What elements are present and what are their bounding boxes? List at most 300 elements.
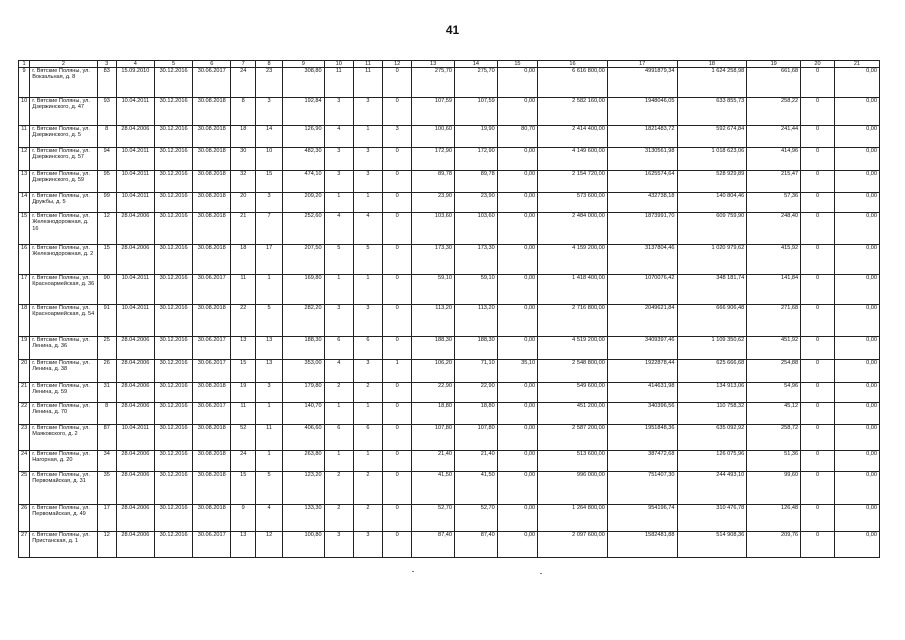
- cell-flats-municipal: 2: [353, 472, 382, 505]
- cell-date-recognized: 10.04.2011: [116, 275, 154, 305]
- cell-total-cost: 2 716 800,00: [538, 305, 608, 337]
- cell-total-area: 192,84: [283, 98, 325, 126]
- column-header: 5: [154, 61, 192, 68]
- cell-area-municipal: 41,50: [455, 472, 498, 505]
- cell-residents-count: 21: [231, 213, 256, 245]
- cell-extra-flats: 0: [801, 148, 835, 171]
- cell-regional-funds: 387472,68: [607, 451, 677, 472]
- cell-area-private: 0,00: [497, 148, 537, 171]
- cell-flats-municipal: 3: [353, 532, 382, 558]
- cell-regional-funds: 1873991,70: [607, 213, 677, 245]
- cell-households-count: 12: [256, 532, 283, 558]
- column-header: 20: [801, 61, 835, 68]
- cell-address: г. Вятские Поляны, ул. Первомайская, д. 31: [30, 472, 97, 505]
- cell-area-total: 87,40: [412, 532, 455, 558]
- cell-local-funds: 666 906,48: [677, 305, 747, 337]
- cell-regional-funds: 3409397,46: [607, 337, 677, 360]
- cell-date-planned: 30.12.2016: [154, 360, 192, 383]
- cell-flats-total: 2: [324, 383, 353, 403]
- cell-date-deadline: 30.08.2018: [193, 213, 231, 245]
- cell-area-private: 0,00: [497, 505, 537, 532]
- cell-total-cost: 6 616 800,00: [538, 68, 608, 98]
- cell-extra-cost: 0,00: [834, 383, 879, 403]
- cell-flats-municipal: 3: [353, 305, 382, 337]
- cell-residents-count: 19: [231, 383, 256, 403]
- cell-residents-count: 15: [231, 472, 256, 505]
- cell-area-total: 103,60: [412, 213, 455, 245]
- cell-row-number: 12: [19, 148, 30, 171]
- cell-residents-count: 13: [231, 337, 256, 360]
- cell-flats-total: 1: [324, 275, 353, 305]
- cell-flats-private: 3: [383, 126, 412, 148]
- cell-flats-municipal: 1: [353, 126, 382, 148]
- cell-local-funds: 1 018 623,06: [677, 148, 747, 171]
- cell-other-funds: 414,96: [747, 148, 801, 171]
- cell-other-funds: 99,60: [747, 472, 801, 505]
- cell-local-funds: 110 758,32: [677, 403, 747, 425]
- cell-total-area: 474,10: [283, 171, 325, 193]
- cell-extra-cost: 0,00: [834, 305, 879, 337]
- cell-flats-private: 0: [383, 98, 412, 126]
- cell-date-recognized: 28.04.2006: [116, 532, 154, 558]
- cell-house-id: 12: [97, 213, 116, 245]
- cell-households-count: 15: [256, 171, 283, 193]
- cell-row-number: 21: [19, 383, 30, 403]
- cell-households-count: 10: [256, 148, 283, 171]
- cell-area-total: 107,80: [412, 425, 455, 451]
- cell-date-planned: 30.12.2016: [154, 505, 192, 532]
- cell-regional-funds: 1948046,05: [607, 98, 677, 126]
- cell-date-deadline: 30.08.2018: [193, 148, 231, 171]
- cell-address: г. Вятские Поляны, ул. Ленина, д. 70: [30, 403, 97, 425]
- cell-address: г. Вятские Поляны, ул. Пристанская, д. 1: [30, 532, 97, 558]
- cell-households-count: 5: [256, 305, 283, 337]
- cell-regional-funds: 1625574,64: [607, 171, 677, 193]
- cell-local-funds: 126 075,96: [677, 451, 747, 472]
- cell-flats-private: 0: [383, 305, 412, 337]
- cell-other-funds: 54,96: [747, 383, 801, 403]
- cell-residents-count: 11: [231, 275, 256, 305]
- cell-area-private: 0,00: [497, 171, 537, 193]
- cell-regional-funds: 751407,30: [607, 472, 677, 505]
- cell-extra-flats: 0: [801, 505, 835, 532]
- cell-house-id: 26: [97, 360, 116, 383]
- column-header: 14: [455, 61, 498, 68]
- cell-house-id: 99: [97, 193, 116, 213]
- cell-total-cost: 2 484 000,00: [538, 213, 608, 245]
- cell-date-deadline: 30.08.2018: [193, 98, 231, 126]
- cell-residents-count: 13: [231, 532, 256, 558]
- cell-flats-private: 0: [383, 532, 412, 558]
- cell-flats-private: 0: [383, 451, 412, 472]
- cell-date-recognized: 28.04.2006: [116, 383, 154, 403]
- cell-date-deadline: 30.08.2018: [193, 472, 231, 505]
- cell-total-area: 179,80: [283, 383, 325, 403]
- cell-extra-cost: 0,00: [834, 68, 879, 98]
- cell-residents-count: 24: [231, 68, 256, 98]
- cell-flats-total: 5: [324, 245, 353, 275]
- cell-house-id: 95: [97, 171, 116, 193]
- cell-flats-municipal: 1: [353, 193, 382, 213]
- cell-area-total: 100,60: [412, 126, 455, 148]
- cell-other-funds: 215,47: [747, 171, 801, 193]
- cell-flats-private: 0: [383, 68, 412, 98]
- column-header: 19: [747, 61, 801, 68]
- cell-total-area: 282,20: [283, 305, 325, 337]
- cell-area-total: 173,30: [412, 245, 455, 275]
- cell-date-deadline: 30.08.2018: [193, 305, 231, 337]
- cell-date-deadline: 30.06.2017: [193, 275, 231, 305]
- cell-area-private: 0,00: [497, 305, 537, 337]
- cell-total-cost: 1 418 400,00: [538, 275, 608, 305]
- column-header: 10: [324, 61, 353, 68]
- cell-households-count: 17: [256, 245, 283, 275]
- cell-local-funds: 514 908,36: [677, 532, 747, 558]
- cell-flats-private: 0: [383, 245, 412, 275]
- cell-flats-private: 0: [383, 213, 412, 245]
- cell-house-id: 35: [97, 472, 116, 505]
- cell-area-municipal: 21,40: [455, 451, 498, 472]
- cell-area-municipal: 52,70: [455, 505, 498, 532]
- cell-house-id: 31: [97, 383, 116, 403]
- cell-address: г. Вятские Поляны, ул. Первомайская, д. 49: [30, 505, 97, 532]
- cell-total-area: 207,50: [283, 245, 325, 275]
- cell-date-planned: 30.12.2016: [154, 213, 192, 245]
- cell-extra-flats: 0: [801, 275, 835, 305]
- cell-address: г. Вятские Поляны, ул. Дзержинского, д. 57: [30, 148, 97, 171]
- cell-households-count: 3: [256, 383, 283, 403]
- cell-local-funds: 528 929,89: [677, 171, 747, 193]
- cell-regional-funds: 4991879,34: [607, 68, 677, 98]
- cell-flats-total: 3: [324, 171, 353, 193]
- cell-date-planned: 30.12.2016: [154, 532, 192, 558]
- cell-residents-count: 30: [231, 148, 256, 171]
- cell-total-area: 169,80: [283, 275, 325, 305]
- cell-flats-total: 1: [324, 451, 353, 472]
- cell-total-area: 406,60: [283, 425, 325, 451]
- cell-row-number: 20: [19, 360, 30, 383]
- cell-date-deadline: 30.06.2017: [193, 403, 231, 425]
- cell-extra-flats: 0: [801, 472, 835, 505]
- cell-total-cost: 2 097 600,00: [538, 532, 608, 558]
- cell-date-recognized: 10.04.2011: [116, 98, 154, 126]
- cell-date-deadline: 30.06.2017: [193, 337, 231, 360]
- cell-flats-total: 2: [324, 472, 353, 505]
- table-row: [19, 337, 880, 360]
- cell-date-recognized: 10.04.2011: [116, 305, 154, 337]
- cell-regional-funds: 954196,74: [607, 505, 677, 532]
- cell-extra-flats: 0: [801, 360, 835, 383]
- table-row: [19, 193, 880, 213]
- cell-area-municipal: 19,90: [455, 126, 498, 148]
- cell-total-cost: 996 000,00: [538, 472, 608, 505]
- cell-regional-funds: 3130561,98: [607, 148, 677, 171]
- cell-area-municipal: 87,40: [455, 532, 498, 558]
- cell-flats-total: 4: [324, 360, 353, 383]
- cell-date-deadline: 30.08.2018: [193, 193, 231, 213]
- cell-area-municipal: 18,80: [455, 403, 498, 425]
- cell-date-recognized: 28.04.2006: [116, 245, 154, 275]
- cell-house-id: 8: [97, 403, 116, 425]
- cell-address: г. Вятские Поляны, ул. Красноармейская, д. 36: [30, 275, 97, 305]
- cell-total-cost: 4 519 200,00: [538, 337, 608, 360]
- cell-house-id: 12: [97, 532, 116, 558]
- cell-date-planned: 30.12.2016: [154, 126, 192, 148]
- cell-area-total: 41,50: [412, 472, 455, 505]
- cell-extra-cost: 0,00: [834, 337, 879, 360]
- cell-residents-count: 15: [231, 360, 256, 383]
- cell-flats-total: 3: [324, 305, 353, 337]
- cell-house-id: 34: [97, 451, 116, 472]
- cell-date-planned: 30.12.2016: [154, 383, 192, 403]
- cell-total-area: 126,90: [283, 126, 325, 148]
- cell-total-area: 353,00: [283, 360, 325, 383]
- cell-row-number: 27: [19, 532, 30, 558]
- cell-date-recognized: 28.04.2006: [116, 360, 154, 383]
- cell-house-id: 15: [97, 245, 116, 275]
- table-row: [19, 126, 880, 148]
- cell-households-count: 3: [256, 98, 283, 126]
- cell-regional-funds: 340396,56: [607, 403, 677, 425]
- cell-row-number: 17: [19, 275, 30, 305]
- cell-extra-flats: 0: [801, 171, 835, 193]
- cell-flats-municipal: 3: [353, 148, 382, 171]
- cell-regional-funds: 432738,18: [607, 193, 677, 213]
- cell-local-funds: 244 493,10: [677, 472, 747, 505]
- cell-date-planned: 30.12.2016: [154, 245, 192, 275]
- cell-area-private: 0,00: [497, 532, 537, 558]
- cell-other-funds: 209,76: [747, 532, 801, 558]
- cell-regional-funds: 414631,98: [607, 383, 677, 403]
- cell-other-funds: 415,92: [747, 245, 801, 275]
- cell-total-area: 263,80: [283, 451, 325, 472]
- cell-extra-cost: 0,00: [834, 403, 879, 425]
- cell-regional-funds: 1922878,44: [607, 360, 677, 383]
- cell-flats-total: 4: [324, 213, 353, 245]
- cell-total-cost: 1 264 800,00: [538, 505, 608, 532]
- cell-total-cost: 4 159 200,00: [538, 245, 608, 275]
- cell-regional-funds: 1951848,36: [607, 425, 677, 451]
- column-header: 9: [283, 61, 325, 68]
- cell-extra-flats: 0: [801, 126, 835, 148]
- cell-local-funds: 1 624 258,98: [677, 68, 747, 98]
- cell-flats-total: 6: [324, 425, 353, 451]
- cell-households-count: 14: [256, 126, 283, 148]
- cell-flats-municipal: 3: [353, 360, 382, 383]
- cell-residents-count: 24: [231, 451, 256, 472]
- cell-local-funds: 592 674,84: [677, 126, 747, 148]
- cell-extra-flats: 0: [801, 98, 835, 126]
- cell-flats-private: 0: [383, 383, 412, 403]
- column-number-row: [19, 61, 880, 68]
- table-row: [19, 532, 880, 558]
- cell-date-deadline: 30.06.2017: [193, 68, 231, 98]
- cell-local-funds: 625 666,68: [677, 360, 747, 383]
- cell-total-cost: 2 414 400,00: [538, 126, 608, 148]
- column-header: 15: [497, 61, 537, 68]
- cell-area-private: 80,70: [497, 126, 537, 148]
- cell-address: г. Вятские Поляны, ул. Красноармейская, д. 54: [30, 305, 97, 337]
- cell-residents-count: 22: [231, 305, 256, 337]
- cell-flats-private: 0: [383, 472, 412, 505]
- cell-row-number: 24: [19, 451, 30, 472]
- cell-date-deadline: 30.08.2018: [193, 505, 231, 532]
- cell-extra-flats: 0: [801, 337, 835, 360]
- cell-regional-funds: 2049621,84: [607, 305, 677, 337]
- cell-households-count: 5: [256, 472, 283, 505]
- table-row: [19, 213, 880, 245]
- cell-total-cost: 451 200,00: [538, 403, 608, 425]
- cell-flats-municipal: 1: [353, 275, 382, 305]
- cell-date-planned: 30.12.2016: [154, 305, 192, 337]
- table-row: [19, 403, 880, 425]
- cell-date-planned: 30.12.2016: [154, 171, 192, 193]
- cell-row-number: 10: [19, 98, 30, 126]
- cell-area-total: 107,59: [412, 98, 455, 126]
- cell-date-recognized: 28.04.2006: [116, 213, 154, 245]
- cell-households-count: 13: [256, 360, 283, 383]
- table-row: [19, 472, 880, 505]
- cell-households-count: 23: [256, 68, 283, 98]
- cell-local-funds: 140 804,46: [677, 193, 747, 213]
- table-row: [19, 275, 880, 305]
- cell-row-number: 11: [19, 126, 30, 148]
- column-header: 13: [412, 61, 455, 68]
- cell-date-recognized: 28.04.2006: [116, 403, 154, 425]
- column-header: 6: [193, 61, 231, 68]
- cell-extra-cost: 0,00: [834, 98, 879, 126]
- cell-area-private: 0,00: [497, 98, 537, 126]
- cell-area-municipal: 275,70: [455, 68, 498, 98]
- page-number: 41: [445, 23, 460, 37]
- cell-total-cost: 2 582 160,00: [538, 98, 608, 126]
- cell-address: г. Вятские Поляны, ул. Дружбы, д. 5: [30, 193, 97, 213]
- cell-area-private: 0,00: [497, 425, 537, 451]
- cell-row-number: 19: [19, 337, 30, 360]
- cell-house-id: 93: [97, 98, 116, 126]
- cell-date-planned: 30.12.2016: [154, 193, 192, 213]
- cell-date-deadline: 30.08.2018: [193, 383, 231, 403]
- cell-total-cost: 573 600,00: [538, 193, 608, 213]
- cell-date-recognized: 10.04.2011: [116, 193, 154, 213]
- cell-address: г. Вятские Поляны, ул. Вокзальная, д. 8: [30, 68, 97, 98]
- cell-area-municipal: 103,60: [455, 213, 498, 245]
- cell-extra-cost: 0,00: [834, 245, 879, 275]
- cell-total-area: 140,70: [283, 403, 325, 425]
- cell-area-total: 188,30: [412, 337, 455, 360]
- column-header: 18: [677, 61, 747, 68]
- cell-flats-total: 3: [324, 148, 353, 171]
- cell-flats-total: 2: [324, 505, 353, 532]
- cell-households-count: 1: [256, 451, 283, 472]
- cell-row-number: 13: [19, 171, 30, 193]
- column-header: 3: [97, 61, 116, 68]
- cell-area-private: 0,00: [497, 337, 537, 360]
- cell-total-cost: 2 154 720,00: [538, 171, 608, 193]
- cell-other-funds: 451,92: [747, 337, 801, 360]
- cell-extra-cost: 0,00: [834, 505, 879, 532]
- cell-row-number: 23: [19, 425, 30, 451]
- cell-address: г. Вятские Поляны, ул. Нагорная, д. 20: [30, 451, 97, 472]
- cell-residents-count: 52: [231, 425, 256, 451]
- cell-area-total: 106,20: [412, 360, 455, 383]
- cell-extra-flats: 0: [801, 425, 835, 451]
- cell-extra-cost: 0,00: [834, 193, 879, 213]
- cell-other-funds: 141,84: [747, 275, 801, 305]
- cell-area-total: 89,78: [412, 171, 455, 193]
- cell-date-deadline: 30.08.2018: [193, 425, 231, 451]
- cell-house-id: 17: [97, 505, 116, 532]
- cell-extra-cost: 0,00: [834, 275, 879, 305]
- cell-local-funds: 633 855,73: [677, 98, 747, 126]
- scan-dot: [412, 571, 414, 572]
- cell-other-funds: 45,12: [747, 403, 801, 425]
- cell-flats-municipal: 1: [353, 403, 382, 425]
- cell-flats-total: 3: [324, 532, 353, 558]
- cell-total-area: 482,30: [283, 148, 325, 171]
- cell-extra-flats: 0: [801, 193, 835, 213]
- table-row: [19, 360, 880, 383]
- cell-households-count: 1: [256, 403, 283, 425]
- cell-area-municipal: 107,59: [455, 98, 498, 126]
- cell-households-count: 7: [256, 213, 283, 245]
- cell-row-number: 22: [19, 403, 30, 425]
- cell-total-cost: 513 600,00: [538, 451, 608, 472]
- cell-address: г. Вятские Поляны, ул. Дзержинского, д. 59: [30, 171, 97, 193]
- cell-flats-private: 0: [383, 425, 412, 451]
- cell-area-municipal: 59,10: [455, 275, 498, 305]
- column-header: 12: [383, 61, 412, 68]
- cell-area-total: 23,90: [412, 193, 455, 213]
- cell-area-total: 52,70: [412, 505, 455, 532]
- cell-area-private: 0,00: [497, 383, 537, 403]
- column-header: 4: [116, 61, 154, 68]
- cell-residents-count: 18: [231, 245, 256, 275]
- cell-row-number: 9: [19, 68, 30, 98]
- cell-row-number: 14: [19, 193, 30, 213]
- cell-date-deadline: 30.08.2018: [193, 451, 231, 472]
- cell-area-total: 59,10: [412, 275, 455, 305]
- table-row: [19, 68, 880, 98]
- cell-extra-cost: 0,00: [834, 451, 879, 472]
- cell-house-id: 25: [97, 337, 116, 360]
- cell-extra-cost: 0,00: [834, 360, 879, 383]
- cell-address: г. Вятские Поляны, ул. Ленина, д. 59: [30, 383, 97, 403]
- cell-area-municipal: 113,20: [455, 305, 498, 337]
- cell-date-deadline: 30.08.2018: [193, 171, 231, 193]
- cell-area-municipal: 188,30: [455, 337, 498, 360]
- cell-area-private: 0,00: [497, 213, 537, 245]
- table-row: [19, 505, 880, 532]
- cell-extra-flats: 0: [801, 383, 835, 403]
- cell-local-funds: 635 092,92: [677, 425, 747, 451]
- cell-area-private: 0,00: [497, 245, 537, 275]
- cell-date-recognized: 28.04.2006: [116, 472, 154, 505]
- cell-area-total: 21,40: [412, 451, 455, 472]
- table-row: [19, 383, 880, 403]
- cell-extra-cost: 0,00: [834, 472, 879, 505]
- cell-other-funds: 51,36: [747, 451, 801, 472]
- cell-local-funds: 609 759,90: [677, 213, 747, 245]
- cell-area-private: 0,00: [497, 275, 537, 305]
- cell-area-municipal: 107,80: [455, 425, 498, 451]
- table-row: [19, 148, 880, 171]
- cell-regional-funds: 3137804,46: [607, 245, 677, 275]
- cell-area-private: 0,00: [497, 193, 537, 213]
- cell-other-funds: 661,68: [747, 68, 801, 98]
- cell-flats-municipal: 4: [353, 213, 382, 245]
- cell-row-number: 15: [19, 213, 30, 245]
